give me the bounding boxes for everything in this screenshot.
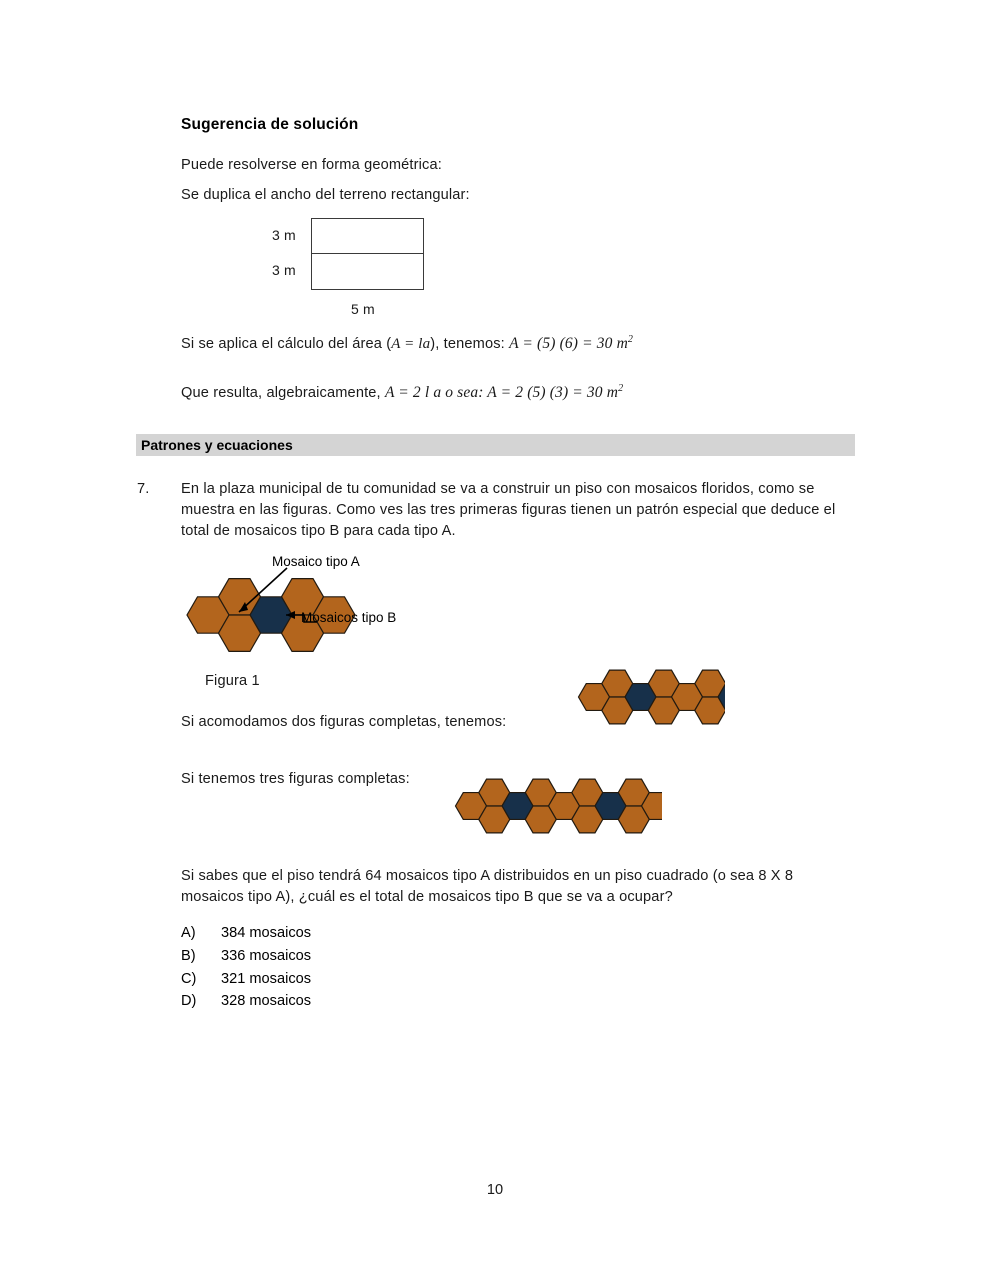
area-formula-exponent: 2 [627,334,634,345]
figure-1-label-tile-b-text: Mosaicos tipo B [301,610,397,625]
section-header-title: Patrones y ecuaciones [141,437,293,453]
figure-1-label-tile-a-text: Mosaico tipo A [272,554,360,569]
rectangle-label-height-bottom: 3 m [272,262,296,278]
rectangle-label-width: 5 m [351,301,375,317]
solution-line-duplicate-width: Se duplica el ancho del terreno rectangular: [181,187,470,203]
page-number: 10 [486,1182,504,1198]
figure-1-caption: Figura 1 [205,673,260,689]
answer-option-d-letter: D) [181,993,197,1009]
rectangle-diagram [311,218,424,290]
algebra-formula-line [181,379,623,403]
figure-1-label-tile-b [301,610,396,625]
rectangle-divider-line [311,253,424,254]
figure-3-hex-group [456,779,663,833]
figure-3-svg [452,757,662,857]
area-formula-middle: ), tenemos: [430,335,510,352]
solution-line-geometric: Puede resolverse en forma geométrica: [181,157,442,173]
rectangle-label-height-top: 3 m [272,227,296,243]
algebra-formula-prefix: Que resulta, algebraicamente, [181,384,385,401]
area-formula-prefix: Si se aplica el cálculo del área ( [181,335,392,352]
line-three-figures: Si tenemos tres figuras completas: [181,771,410,787]
answer-option-b-text: 336 mosaicos [221,948,312,964]
answer-option-a-letter: A) [181,925,196,941]
answer-option-b-letter: B) [181,948,196,964]
answer-option-c-text: 321 mosaicos [221,971,312,987]
area-formula-line [181,330,633,354]
figure-1-label-tile-a [272,554,360,569]
algebra-formula-exponent: 2 [618,383,624,394]
area-formula-result: A = (5) (6) = 30 m [509,334,628,352]
line-two-figures: Si acomodamos dos figuras completas, tenemos: [181,714,507,730]
algebra-formula-body: A = 2 l a o sea: A = 2 (5) (3) = 30 m [384,383,619,401]
solution-heading: Sugerencia de solución [181,116,359,133]
figure-2-svg [575,648,725,748]
question-number: 7. [137,481,150,497]
answer-option-a-text: 384 mosaicos [221,925,312,941]
figure-2-hexagons [575,648,725,753]
figure-3-hexagons [452,757,662,862]
question-final-prompt: Si sabes que el piso tendrá 64 mosaicos tipo A distribuidos en un piso cuadrado (o sea 8 X 8 mosaicos tipo A), ¿cuál es el total de mosaicos tipo B que se va a ocupar? [181,868,794,905]
answer-option-c-letter: C) [181,971,197,987]
question-body-text: En la plaza municipal de tu comunidad se va a construir un piso con mosaicos floridos, como se muestra en las figuras. Como ves las tres primeras figuras tienen un patrón especial que deduce el total de mosaicos tipo B para cada tipo A. [181,481,836,539]
answer-option-d-text: 328 mosaicos [221,993,312,1009]
figure-2-hex-group [579,670,726,724]
area-formula-inline: A = la [391,335,431,352]
